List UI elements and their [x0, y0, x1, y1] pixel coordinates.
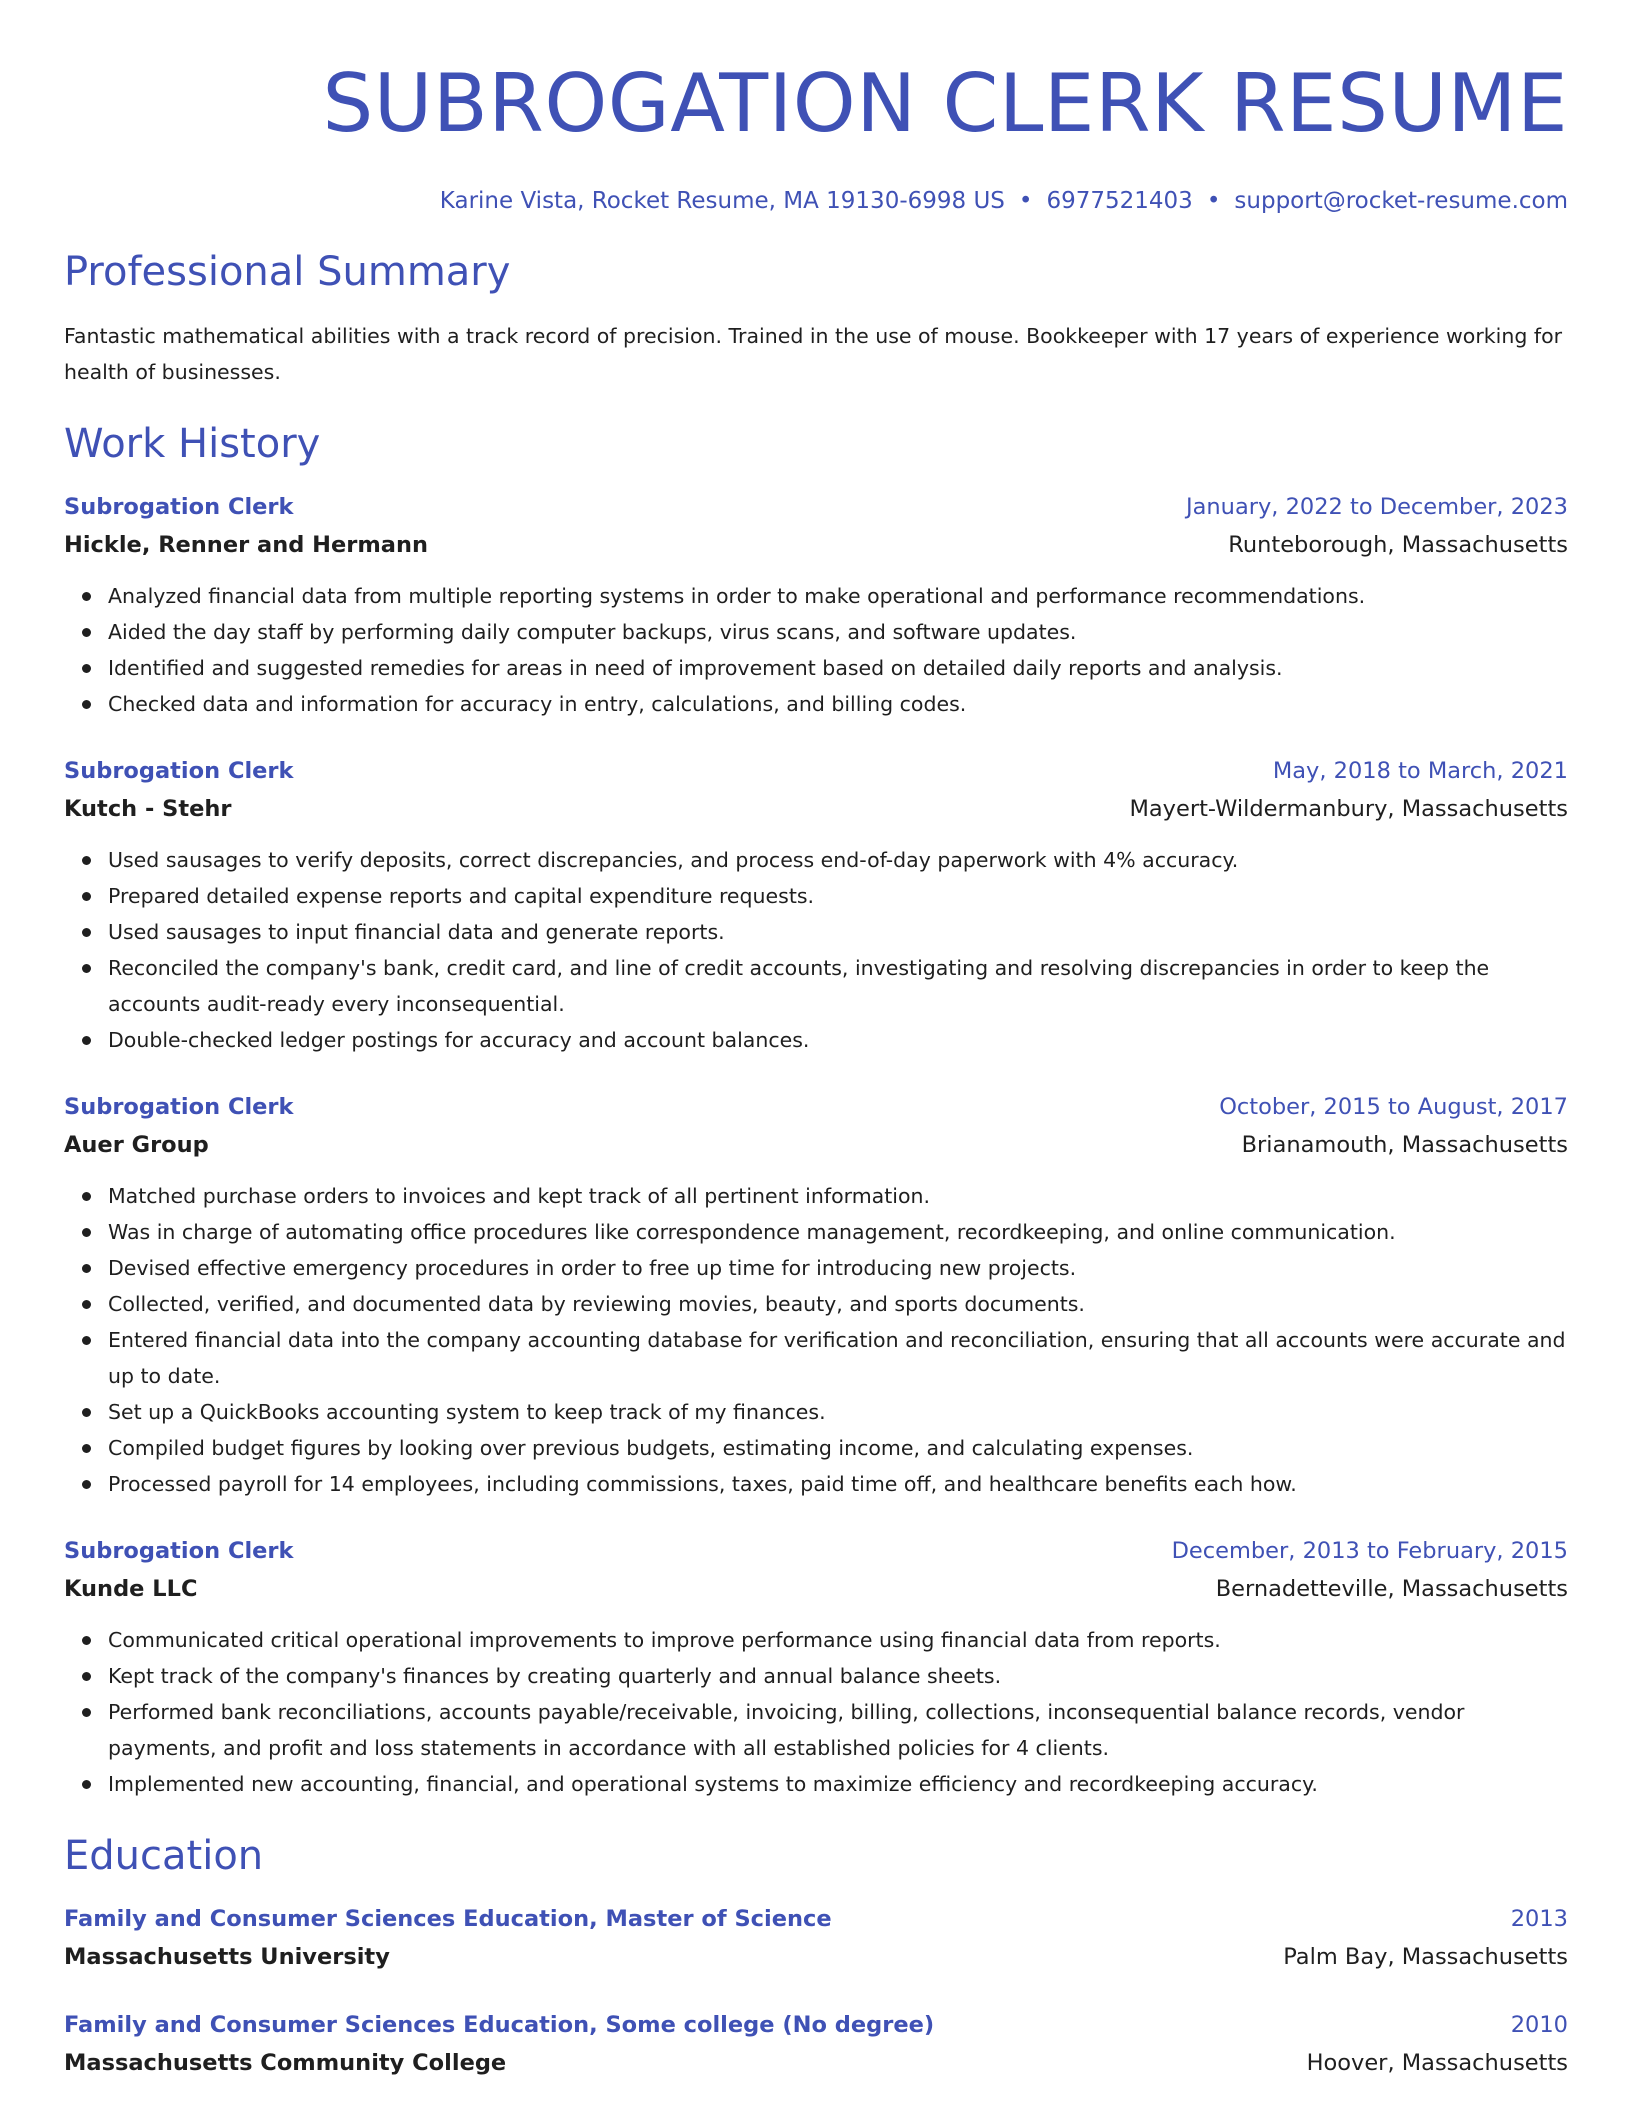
job-bullet: Devised effective emergency procedures in order to free up time for introducing new projects. — [108, 1250, 1568, 1286]
job-company-row — [64, 1126, 1568, 1164]
job-bullet: Used sausages to verify deposits, correct discrepancies, and process end-of-day paperwork with 4% accuracy. — [108, 842, 1568, 878]
job-title-row — [64, 1088, 1568, 1126]
job-title-row — [64, 752, 1568, 790]
job-bullet: Checked data and information for accuracy in entry, calculations, and billing codes. — [108, 686, 1568, 722]
job-bullet: Prepared detailed expense reports and capital expenditure requests. — [108, 878, 1568, 914]
contact-separator: • — [1206, 188, 1221, 214]
job-bullet: Used sausages to input financial data and generate reports. — [108, 914, 1568, 950]
summary-heading: Professional Summary — [64, 249, 511, 295]
job-bullet: Analyzed financial data from multiple reporting systems in order to make operational and performance recommendations. — [108, 578, 1568, 614]
job-title: Subrogation Clerk — [64, 494, 294, 520]
education-heading: Education — [64, 1833, 264, 1879]
education-degree-row — [64, 1900, 1568, 1938]
job-dates: October, 2015 to August, 2017 — [1219, 1094, 1568, 1120]
job-location: Runteborough, Massachusetts — [1228, 532, 1568, 558]
job-entry — [64, 1088, 1568, 1502]
job-bullets — [64, 1178, 1568, 1502]
work-history-heading: Work History — [64, 421, 321, 467]
contact-line — [64, 186, 1568, 216]
education-location: Palm Bay, Massachusetts — [1283, 1944, 1568, 1970]
job-bullet: Double-checked ledger postings for accuracy and account balances. — [108, 1022, 1568, 1058]
job-bullet: Communicated critical operational improvements to improve performance using financial data from reports. — [108, 1622, 1568, 1658]
job-title-row — [64, 1532, 1568, 1570]
job-bullet: Implemented new accounting, financial, and operational systems to maximize efficiency and recordkeeping accuracy. — [108, 1766, 1568, 1802]
education-section — [64, 1830, 1568, 2082]
job-company-row — [64, 790, 1568, 828]
job-bullet: Identified and suggested remedies for areas in need of improvement based on detailed daily reports and analysis. — [108, 650, 1568, 686]
education-degree: Family and Consumer Sciences Education, Some college (No degree) — [64, 2012, 935, 2038]
job-bullet: Collected, verified, and documented data by reviewing movies, beauty, and sports documents. — [108, 1286, 1568, 1322]
job-bullet: Was in charge of automating office procedures like correspondence management, recordkeeping, and online communication. — [108, 1214, 1568, 1250]
job-title: Subrogation Clerk — [64, 1538, 294, 1564]
contact-email[interactable]: support@rocket-resume.com — [1234, 188, 1568, 214]
job-bullet: Kept track of the company's finances by creating quarterly and annual balance sheets. — [108, 1658, 1568, 1694]
job-location: Mayert-Wildermanbury, Massachusetts — [1129, 796, 1568, 822]
job-entry — [64, 752, 1568, 1058]
resume-page — [64, 0, 1568, 2082]
job-company-row — [64, 526, 1568, 564]
resume-title: SUBROGATION CLERK RESUME — [322, 57, 1568, 150]
education-year: 2013 — [1510, 1906, 1568, 1932]
education-school: Massachusetts Community College — [64, 2050, 507, 2076]
job-dates: January, 2022 to December, 2023 — [1186, 494, 1568, 520]
education-school: Massachusetts University — [64, 1944, 390, 1970]
job-title-row — [64, 488, 1568, 526]
job-company: Kunde LLC — [64, 1576, 198, 1602]
education-school-row — [64, 1938, 1568, 1976]
job-title: Subrogation Clerk — [64, 1094, 294, 1120]
job-company: Auer Group — [64, 1132, 209, 1158]
job-title: Subrogation Clerk — [64, 758, 294, 784]
job-bullet: Processed payroll for 14 employees, including commissions, taxes, paid time off, and healthcare benefits each how. — [108, 1466, 1568, 1502]
job-location: Bernadetteville, Massachusetts — [1215, 1576, 1568, 1602]
contact-phone[interactable]: 6977521403 — [1046, 188, 1193, 214]
job-entry — [64, 488, 1568, 722]
job-bullets — [64, 842, 1568, 1058]
job-location: Brianamouth, Massachusetts — [1241, 1132, 1568, 1158]
job-company: Hickle, Renner and Hermann — [64, 532, 428, 558]
education-degree-row — [64, 2006, 1568, 2044]
education-degree: Family and Consumer Sciences Education, Master of Science — [64, 1906, 832, 1932]
education-location: Hoover, Massachusetts — [1306, 2050, 1568, 2076]
job-bullet: Performed bank reconciliations, accounts payable/receivable, invoicing, billing, collections, inconsequential balance records, vendor payments, and profit and loss statements in accordance with all established policies for 4 clients. — [108, 1694, 1568, 1766]
summary-text: Fantastic mathematical abilities with a track record of precision. Trained in the use of mouse. Bookkeeper with 17 years of experience working for health of businesses. — [64, 324, 1563, 384]
contact-address: Karine Vista, Rocket Resume, MA 19130-6998 US — [439, 188, 1005, 214]
education-entry — [64, 1900, 1568, 1976]
job-bullet: Reconciled the company's bank, credit card, and line of credit accounts, investigating and resolving discrepancies in order to keep the accounts audit-ready every inconsequential. — [108, 950, 1568, 1022]
job-entry — [64, 1532, 1568, 1802]
job-dates: December, 2013 to February, 2015 — [1171, 1538, 1568, 1564]
job-company-row — [64, 1570, 1568, 1608]
job-bullet: Aided the day staff by performing daily computer backups, virus scans, and software updates. — [108, 614, 1568, 650]
education-school-row — [64, 2044, 1568, 2082]
job-bullets — [64, 1622, 1568, 1802]
summary-section — [64, 246, 1568, 390]
work-history-section — [64, 418, 1568, 1802]
education-entry — [64, 2006, 1568, 2082]
education-year: 2010 — [1510, 2012, 1568, 2038]
job-bullet: Entered financial data into the company accounting database for verification and reconciliation, ensuring that all accounts were accurate and up to date. — [108, 1322, 1568, 1394]
job-bullets — [64, 578, 1568, 722]
job-bullet: Set up a QuickBooks accounting system to keep track of my finances. — [108, 1394, 1568, 1430]
contact-separator: • — [1018, 188, 1033, 214]
job-bullet: Matched purchase orders to invoices and kept track of all pertinent information. — [108, 1178, 1568, 1214]
job-company: Kutch - Stehr — [64, 796, 232, 822]
job-dates: May, 2018 to March, 2021 — [1272, 758, 1568, 784]
job-bullet: Compiled budget figures by looking over previous budgets, estimating income, and calculating expenses. — [108, 1430, 1568, 1466]
